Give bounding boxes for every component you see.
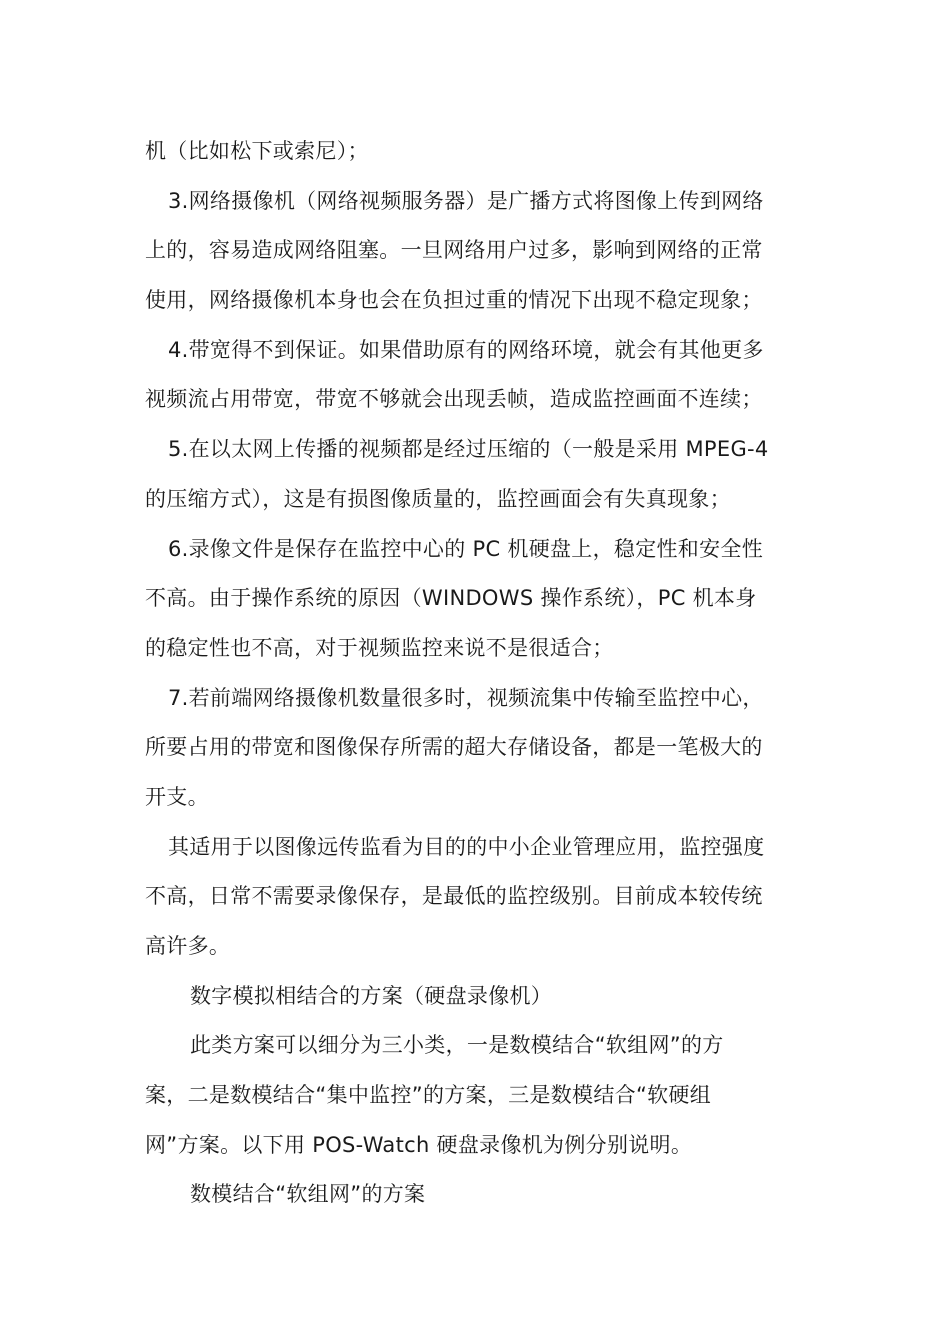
text-line: 不高，日常不需要录像保存，是最低的监控级别。目前成本较传统 [145, 884, 763, 909]
text-line: 高许多。 [145, 934, 231, 958]
text-line: 上的，容易造成网络阻塞。一旦网络用户过多，影响到网络的正常 [145, 238, 763, 263]
text-line: 的稳定性也不高，对于视频监控来说不是很适合； [145, 635, 614, 660]
text-line: 4.带宽得不到保证。如果借助原有的网络环境，就会有其他更多 [168, 337, 764, 362]
text-line: 6.录像文件是保存在监控中心的 PC 机硬盘上，稳定性和安全性 [168, 536, 764, 561]
text-line: 7.若前端网络摄像机数量很多时，视频流集中传输至监控中心， [168, 685, 764, 710]
text-line: 3.网络摄像机（网络视频服务器）是广播方式将图像上传到网络 [168, 188, 764, 213]
text-line: 的压缩方式），这是有损图像质量的，监控画面会有失真现象； [145, 486, 731, 511]
text-line: 所要占用的带宽和图像保存所需的超大存储设备，都是一笔极大的 [145, 735, 763, 760]
text-line: 此类方案可以细分为三小类，一是数模结合“软组网”的方 [190, 1033, 724, 1058]
section-heading: 数字模拟相结合的方案（硬盘录像机） [190, 983, 553, 1008]
section-heading: 数模结合“软组网”的方案 [190, 1182, 426, 1207]
body-text [145, 127, 795, 1220]
text-line: 使用，网络摄像机本身也会在负担过重的情况下出现不稳定现象； [145, 288, 763, 313]
text-line: 机（比如松下或索尼）； [145, 139, 369, 163]
text-line: 网”方案。以下用 POS-Watch 硬盘录像机为例分别说明。 [145, 1132, 693, 1157]
text-line: 其适用于以图像远传监看为目的的中小企业管理应用，监控强度 [168, 834, 765, 859]
text-line: 5.在以太网上传播的视频都是经过压缩的（一般是采用 MPEG-4 [168, 437, 769, 462]
text-line: 案，二是数模结合“集中监控”的方案，三是数模结合“软硬组 [145, 1083, 712, 1108]
text-line: 开支。 [145, 784, 209, 809]
text-line: 视频流占用带宽，带宽不够就会出现丢帧，造成监控画面不连续； [145, 387, 763, 412]
text-line: 不高。由于操作系统的原因（WINDOWS 操作系统），PC 机本身 [145, 586, 757, 611]
